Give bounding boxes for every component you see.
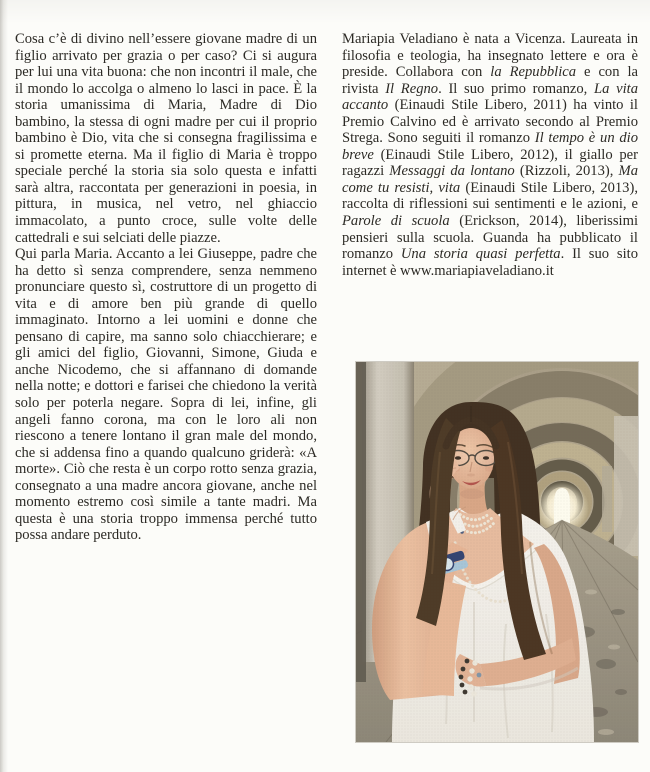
author-photo (356, 362, 638, 742)
flap-text-paragraph-1: Cosa c’è di divino nell’essere giovane madre di un figlio arrivato per grazia o per caso? Ci si augura per lui una vita buona: che non incontri il male, che il mondo lo accolga o almeno lo lasci in pace. È la storia umanissima di Maria, Madre di Dio bambino, la stessa di ogni madre per cui il proprio bambino è Dio, vita che si consegna fragilissima e si promette eterna. Ma il figlio di Maria è troppo speciale perché la storia sia solo questa e infatti sarà altra, raccontata per generazioni in poesia, in pittura, in musica, nel vetro, nel ghiaccio immacolato, a punto croce, sulle volte delle cattedrali e sui selciati delle piazze. (15, 31, 317, 246)
left-text-column (15, 31, 317, 544)
author-bio-paragraph: Mariapia Veladiano è nata a Vicenza. Laureata in filosofia e teologia, ha insegnato lettere e ora è preside. Collabora con la Repubblica e con la rivista Il Regno. Il suo primo romanzo, La vita accanto (Einaudi Stile Libero, 2011) ha vinto il Premio Calvino ed è arrivato secondo al Premio Strega. Sono seguiti il romanzo Il tempo è un dio breve (Einaudi Stile Libero, 2012), il giallo per ragazzi Messaggi da lontano (Rizzoli, 2013), Ma come tu resisti, vita (Einaudi Stile Libero, 2013), raccolta di riflessioni sui sentimenti e le azioni, e Parole di scuola (Erickson, 2014), liberissimi pensieri sulla scuola. Guanda ha pubblicato il romanzo Una storia quasi perfetta. Il suo sito internet è www.mariapiaveladiano.it (342, 31, 639, 279)
scan-left-page-edge (0, 0, 8, 772)
scan-top-shading (0, 0, 650, 24)
flap-text-paragraph-2: Qui parla Maria. Accanto a lei Giuseppe, padre che ha detto sì senza comprendere, senza nemmeno pronunciare questo sì, costruttore di un progetto di vita e di amore ben più grande di quello immaginato. Intorno a lei uomini e donne che pensano di capire, ma sanno solo chiacchierare; e gli amici del figlio, Giovanni, Simone, Giuda e anche Nicodemo, che si affannano di domande nella notte; e dottori e farisei che chiedono la verità solo per poterla negare. Sopra di lei, infine, gli angeli fanno corona, ma con le loro ali non riescono a tenere lontano il gran male del mondo, che si addensa fino a quando qualcuno griderà: «A morte». Ciò che resta è un corpo rotto senza grazia, consegnato a una madre ancora giovane, anche nel momento estremo così simile a tante madri. Ma questa è una storia troppo immensa perché tutto possa andare perduto. (15, 246, 317, 544)
author-photo-illustration (356, 362, 638, 742)
right-text-column (342, 31, 638, 279)
